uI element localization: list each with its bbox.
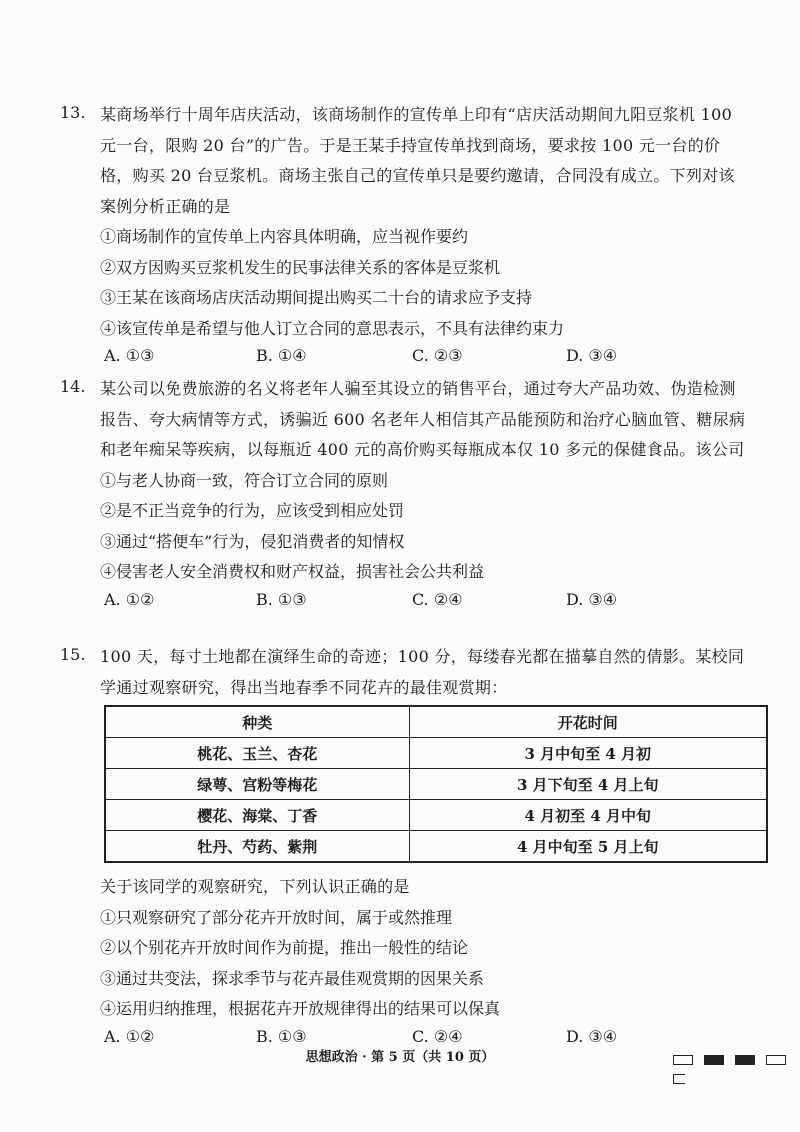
- statement-1: ①只观察研究了部分花卉开放时间，属于或然推理: [100, 907, 453, 927]
- choice-b[interactable]: B. ①③: [256, 589, 307, 609]
- table-cell: 樱花、海棠、丁香: [105, 800, 409, 831]
- scan-mark-icon: [766, 1055, 786, 1065]
- choice-a[interactable]: A. ①②: [104, 589, 155, 609]
- table-header: 开花时间: [409, 706, 767, 738]
- table-cell: 桃花、玉兰、杏花: [105, 738, 409, 769]
- answer-choices: [104, 588, 750, 616]
- table-header: 种类: [105, 706, 409, 738]
- question-stem: 某公司以免费旅游的名义将老年人骗至其设立的销售平台，通过夸大产品功效、伪造检测报告、夸大病情等方式，诱骗近 600 名老年人相信其产品能预防和治疗心脑血管、糖尿病和老年痴呆等疾病，以每瓶近 400 元的高价购买每瓶成本仅 10 多元的保健食品。该公司: [100, 379, 746, 459]
- table-cell: 4 月中旬至 5 月上旬: [409, 831, 767, 863]
- statement-2: ②以个别花卉开放时间作为前提，推出一般性的结论: [100, 938, 469, 957]
- statement-1: ①与老人协商一致，符合订立合同的原则: [100, 470, 389, 490]
- statement-3: ③通过“搭便车”行为，侵犯消费者的知情权: [100, 531, 405, 551]
- answer-choices: [104, 344, 750, 372]
- table-row: [105, 800, 767, 831]
- table-header-row: [105, 706, 767, 738]
- question-prompt: 关于该同学的观察研究，下列认识正确的是: [100, 877, 410, 896]
- table-row: [105, 738, 767, 769]
- choice-d[interactable]: D. ③④: [566, 346, 618, 365]
- question-number: 13.: [60, 103, 86, 122]
- table-cell: 4 月初至 4 月中旬: [409, 800, 767, 831]
- table-cell: 绿萼、宫粉等梅花: [105, 769, 409, 800]
- question-15-part2: [60, 872, 750, 1053]
- statement-2: ②是不正当竞争的行为，应该受到相应处罚: [100, 501, 405, 520]
- choice-c[interactable]: C. ②④: [412, 589, 463, 609]
- statement-4: ④运用归纳推理，根据花卉开放规律得出的结果可以保真: [100, 999, 501, 1018]
- table-cell: 牡丹、芍药、紫荆: [105, 831, 409, 863]
- statement-4: ④侵害老人安全消费权和财产权益，损害社会公共利益: [100, 562, 485, 581]
- question-15: [60, 642, 750, 703]
- choice-d[interactable]: D. ③④: [566, 589, 618, 609]
- statement-1: ①商场制作的宣传单上内容具体明确，应当视作要约: [100, 227, 469, 246]
- statement-4: ④该宣传单是希望与他人订立合同的意思表示，不具有法律约束力: [100, 318, 565, 338]
- question-14: [60, 374, 750, 616]
- scan-marks: [673, 1050, 800, 1064]
- question-13: [60, 100, 750, 372]
- choice-c[interactable]: C. ②③: [412, 346, 463, 365]
- question-stem: 某商场举行十周年店庆活动，该商场制作的宣传单上印有“店庆活动期间九阳豆浆机 100 元一台，限购 20 台”的广告。于是王某手持宣传单找到商场，要求按 100 元一台的价格，购买 20 台豆浆机。商场主张自己的宣传单只是要约邀请，合同没有成立。下列对该案例分析正确的是: [100, 105, 735, 216]
- statement-3: ③通过共变法，探求季节与花卉最佳观赏期的因果关系: [100, 968, 485, 988]
- scan-mark-icon: [673, 1074, 685, 1084]
- statement-3: ③王某在该商场店庆活动期间提出购买二十台的请求应予支持: [100, 288, 533, 307]
- scan-mark-icon: [673, 1055, 693, 1065]
- question-number: 15.: [60, 645, 86, 664]
- table-cell: 3 月下旬至 4 月上旬: [409, 769, 767, 800]
- choice-a[interactable]: A. ①③: [104, 346, 155, 365]
- choice-d[interactable]: D. ③④: [566, 1026, 618, 1046]
- scan-mark-icon: [704, 1055, 724, 1065]
- choice-b[interactable]: B. ①③: [256, 1026, 307, 1046]
- scan-mark-icon: [735, 1055, 755, 1065]
- table-cell: 3 月中旬至 4 月初: [409, 738, 767, 769]
- question-number: 14.: [60, 377, 86, 396]
- table-row: [105, 831, 767, 863]
- flower-table: [104, 705, 768, 863]
- choice-b[interactable]: B. ①④: [256, 346, 307, 365]
- table-row: [105, 769, 767, 800]
- choice-a[interactable]: A. ①②: [104, 1026, 155, 1046]
- statement-2: ②双方因购买豆浆机发生的民事法律关系的客体是豆浆机: [100, 257, 501, 277]
- choice-c[interactable]: C. ②④: [412, 1026, 463, 1046]
- question-stem: 100 天，每寸土地都在演绎生命的奇迹；100 分，每缕春光都在描摹自然的倩影。某校同学通过观察研究，得出当地春季不同花卉的最佳观赏期：: [100, 647, 745, 697]
- page-footer: 思想政治 · 第 5 页（共 10 页）: [305, 1050, 495, 1065]
